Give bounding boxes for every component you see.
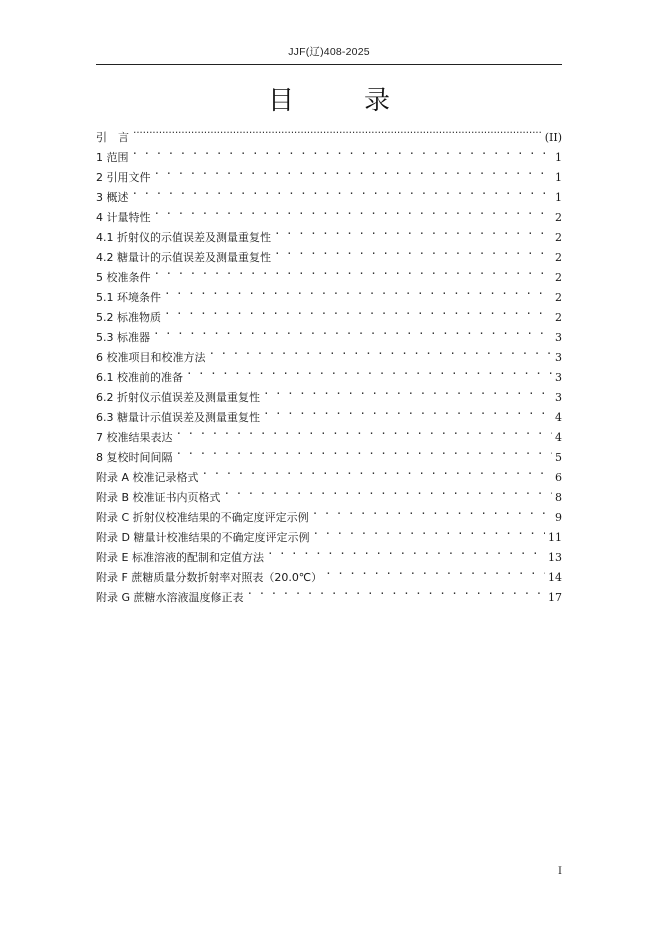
toc-entry[interactable] xyxy=(96,181,562,204)
toc-leader-dots xyxy=(154,261,553,281)
toc-entry[interactable] xyxy=(96,161,562,184)
toc-entry-page-number: 1 xyxy=(555,151,562,164)
toc-entry-page-number: 14 xyxy=(548,571,562,584)
toc-entry-page-number: 3 xyxy=(555,351,562,364)
toc-leader-dots xyxy=(325,561,545,581)
toc-entry-title: 1 范围 xyxy=(96,151,129,164)
toc-entry-title: 附录 G 蔗糖水溶液温度修正表 xyxy=(96,591,244,604)
toc-entry[interactable] xyxy=(96,341,562,364)
toc-leader-dots xyxy=(153,321,552,341)
toc-leader-dots xyxy=(154,161,553,181)
toc-entry-page-number: 2 xyxy=(555,291,562,304)
toc-entry-title: 附录 F 蔗糖质量分数折射率对照表（20.0℃） xyxy=(96,571,323,584)
toc-leader-dots xyxy=(263,381,552,401)
toc-entry-page-number: 6 xyxy=(555,471,562,484)
toc-leader-dots xyxy=(209,341,553,361)
toc-leader-dots xyxy=(186,361,552,381)
toc-entry-page-number: 4 xyxy=(555,411,562,424)
toc-leader-dots xyxy=(312,521,545,541)
toc-leader-dots xyxy=(312,501,552,521)
toc-entry-title: 7 校准结果表达 xyxy=(96,431,173,444)
toc-entry-page-number: 2 xyxy=(555,251,562,264)
toc-entry[interactable] xyxy=(96,141,562,164)
toc-entry-page-number: 2 xyxy=(555,311,562,324)
toc-leader-dots xyxy=(274,221,552,241)
toc-entry-page-number: 1 xyxy=(555,171,562,184)
table-of-contents xyxy=(96,121,562,604)
toc-entry-page-number: 8 xyxy=(555,491,562,504)
toc-entry-page-number: 1 xyxy=(555,191,562,204)
toc-leader-dots xyxy=(154,201,553,221)
toc-entry-title: 5.3 标准器 xyxy=(96,331,150,344)
toc-entry-page-number: 3 xyxy=(555,371,562,384)
toc-entry[interactable] xyxy=(96,301,562,324)
toc-entry[interactable] xyxy=(96,261,562,284)
toc-entry-title: 5.2 标准物质 xyxy=(96,311,161,324)
toc-leader-dots xyxy=(202,461,552,481)
toc-entry-title: 附录 A 校准记录格式 xyxy=(96,471,199,484)
toc-entry-title: 6.3 糖量计示值误差及测量重复性 xyxy=(96,411,260,424)
toc-entry-page-number: 13 xyxy=(548,551,562,564)
toc-entry-title: 4.1 折射仪的示值误差及测量重复性 xyxy=(96,231,271,244)
toc-entry-page-number: 17 xyxy=(548,591,562,604)
toc-entry-title: 5.1 环境条件 xyxy=(96,291,161,304)
toc-leader-dots xyxy=(263,401,552,421)
toc-entry-title: 附录 B 校准证书内页格式 xyxy=(96,491,221,504)
toc-leader-dots xyxy=(176,421,553,441)
toc-leader-dots xyxy=(132,121,542,141)
toc-entry[interactable] xyxy=(96,221,562,244)
toc-entry-page-number: 4 xyxy=(555,431,562,444)
toc-entry-title: 5 校准条件 xyxy=(96,271,151,284)
toc-entry-title: 附录 D 糖量计校准结果的不确定度评定示例 xyxy=(96,531,310,544)
toc-leader-dots xyxy=(267,541,545,561)
document-header-code: JJF(辽)408-2025 xyxy=(288,46,370,58)
toc-entry-title: 2 引用文件 xyxy=(96,171,151,184)
toc-leader-dots xyxy=(224,481,552,501)
page-title: 目 录 xyxy=(267,86,412,116)
toc-leader-dots xyxy=(247,581,545,601)
toc-entry-page-number: 3 xyxy=(555,331,562,344)
toc-entry-title: 6.2 折射仪示值误差及测量重复性 xyxy=(96,391,260,404)
toc-entry-title: 6 校准项目和校准方法 xyxy=(96,351,206,364)
toc-entry-title: 4 计量特性 xyxy=(96,211,151,224)
toc-entry-page-number: 3 xyxy=(555,391,562,404)
toc-leader-dots xyxy=(164,281,552,301)
toc-leader-dots xyxy=(132,141,553,161)
toc-entry-page-number: 5 xyxy=(555,451,562,464)
toc-entry[interactable] xyxy=(96,281,562,304)
toc-entry-title: 引 言 xyxy=(96,131,129,144)
toc-entry-title: 附录 E 标准溶液的配制和定值方法 xyxy=(96,551,264,564)
toc-leader-dots xyxy=(176,441,553,461)
footer-page-number: I xyxy=(558,866,562,877)
toc-entry-page-number: 11 xyxy=(548,531,562,544)
toc-leader-dots xyxy=(132,181,553,201)
toc-leader-dots xyxy=(164,301,552,321)
toc-leader-dots xyxy=(274,241,552,261)
toc-entry-page-number: 2 xyxy=(555,271,562,284)
header-divider xyxy=(96,64,562,65)
toc-entry-title: 8 复校时间间隔 xyxy=(96,451,173,464)
toc-entry-page-number: 2 xyxy=(555,211,562,224)
toc-entry-page-number: (II) xyxy=(544,131,562,144)
toc-entry-title: 附录 C 折射仪校准结果的不确定度评定示例 xyxy=(96,511,309,524)
toc-entry-page-number: 2 xyxy=(555,231,562,244)
toc-entry-title: 3 概述 xyxy=(96,191,129,204)
toc-entry[interactable] xyxy=(96,121,562,144)
toc-entry[interactable] xyxy=(96,201,562,224)
toc-entry[interactable] xyxy=(96,321,562,344)
toc-entry-title: 6.1 校准前的准备 xyxy=(96,371,183,384)
toc-entry-page-number: 9 xyxy=(555,511,562,524)
toc-entry-title: 4.2 糖量计的示值误差及测量重复性 xyxy=(96,251,271,264)
